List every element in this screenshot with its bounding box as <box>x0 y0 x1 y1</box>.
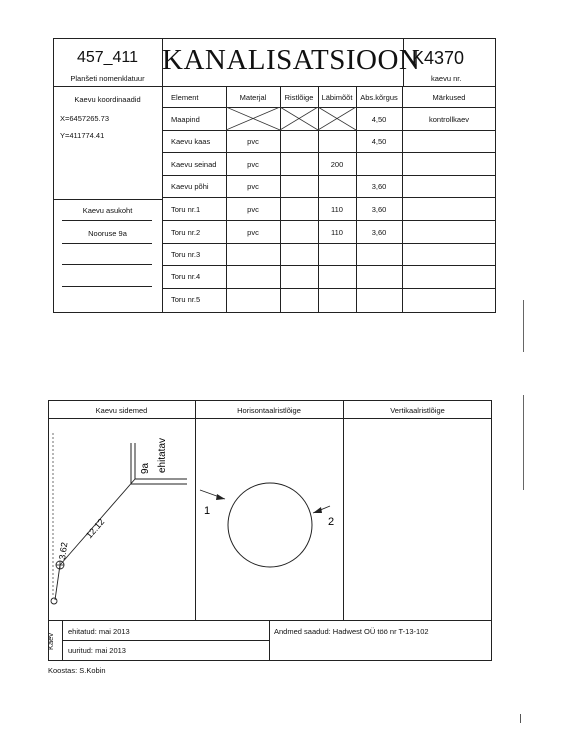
table-header-notes: Märkused <box>432 93 466 102</box>
table-cell-material: pvc <box>247 182 259 191</box>
table-cell-abs: 3,60 <box>371 205 387 214</box>
well-number-value: K4370 <box>412 48 465 68</box>
table-cell-abs: 4,50 <box>371 115 387 124</box>
horizontal-section-sketch <box>195 418 343 621</box>
sketch-header-vertical: Vertikaalristlõige <box>390 406 445 415</box>
table-cell-material: pvc <box>247 160 259 169</box>
row-line <box>162 288 496 289</box>
building-number-label: 9a <box>140 462 151 474</box>
table-cell-notes: kontrollkaev <box>428 115 470 124</box>
footer-side-label: Kaev <box>46 632 56 651</box>
dimension-long-label: 12.12 <box>83 516 107 541</box>
table-cell-abs: 3,60 <box>371 228 387 237</box>
coords-label: Kaevu koordinaadid <box>74 95 141 104</box>
footer-built: ehitatud: mai 2013 <box>68 627 130 636</box>
footer-author: Koostas: S.Kobin <box>48 666 106 675</box>
y-coordinate: Y=411774.41 <box>60 131 105 140</box>
table-cell-element: Toru nr.2 <box>171 228 201 237</box>
location-top-line <box>53 199 162 200</box>
table-header-section: Ristlõige <box>284 93 314 102</box>
table-cell-element: Kaevu kaas <box>171 137 211 146</box>
scan-mark <box>523 395 524 490</box>
row-line <box>162 243 496 244</box>
location-line-1 <box>62 243 152 244</box>
well-number-label: kaevu nr. <box>431 74 462 83</box>
table-cell-abs: 3,60 <box>371 182 387 191</box>
footer-data-source: Andmed saadud: Hadwest OÜ töö nr T-13-102 <box>274 627 429 636</box>
table-cell-diameter: 110 <box>331 205 343 214</box>
footer-surveyed: uuritud: mai 2013 <box>68 646 126 655</box>
location-label-underline <box>62 220 152 221</box>
table-cell-diameter: 200 <box>330 160 344 169</box>
table-cell-element: Toru nr.5 <box>171 295 201 304</box>
table-cell-element: Toru nr.4 <box>171 272 201 281</box>
well-links-sketch <box>48 418 195 621</box>
pipe-2-label: 2 <box>328 516 335 528</box>
location-label: Kaevu asukoht <box>82 206 133 215</box>
table-header-element: Element <box>171 93 199 102</box>
scan-mark <box>520 714 521 723</box>
row-line <box>162 152 496 153</box>
table-header-abs: Abs.kõrgus <box>360 93 398 102</box>
footer-mid-divider <box>269 621 270 661</box>
row-line <box>162 130 496 131</box>
header-bottom-line <box>53 86 496 87</box>
row-line <box>162 175 496 176</box>
nomenclature-value: 457_411 <box>76 49 139 66</box>
row-line <box>162 197 496 198</box>
pipe-1-label: 1 <box>204 505 211 517</box>
building-status-label: ehitatav <box>157 437 168 473</box>
maapind-crossed-cells <box>226 107 356 130</box>
sketch-header-links: Kaevu sidemed <box>95 406 148 415</box>
scan-mark <box>523 300 524 352</box>
dimension-short-label: 3.62 <box>57 541 70 561</box>
location-line-3 <box>62 286 152 287</box>
x-coordinate: X=6457265.73 <box>60 114 110 123</box>
sketch-header-horizontal: Horisontaalristlõige <box>237 406 301 415</box>
table-cell-element: Toru nr.1 <box>171 205 201 214</box>
table-cell-diameter: 110 <box>331 228 343 237</box>
table-cell-material: pvc <box>247 205 259 214</box>
table-cell-abs: 4,50 <box>371 137 387 146</box>
table-header-diameter: Läbimõõt <box>321 93 353 102</box>
table-header-material: Materjal <box>239 93 267 102</box>
sketch-divider-2 <box>343 400 344 621</box>
page-title: KANALISATSIOON <box>162 44 421 76</box>
table-cell-element: Kaevu põhi <box>171 182 209 191</box>
footer-bottom-line <box>48 660 491 661</box>
table-cell-element: Kaevu seinad <box>171 160 217 169</box>
location-value: Nooruse 9a <box>88 229 127 238</box>
table-cell-material: pvc <box>247 228 259 237</box>
nomenclature-label: Planšeti nomenklatuur <box>70 74 145 83</box>
table-cell-element: Toru nr.3 <box>171 250 201 259</box>
footer-label-divider <box>62 621 63 661</box>
row-line <box>162 220 496 221</box>
table-cell-element: Maapind <box>171 115 200 124</box>
footer-right-line <box>491 621 492 661</box>
footer-row-line <box>62 640 269 641</box>
table-cell-material: pvc <box>247 137 259 146</box>
row-line <box>162 265 496 266</box>
location-line-2 <box>62 264 152 265</box>
left-panel-divider <box>162 86 163 313</box>
